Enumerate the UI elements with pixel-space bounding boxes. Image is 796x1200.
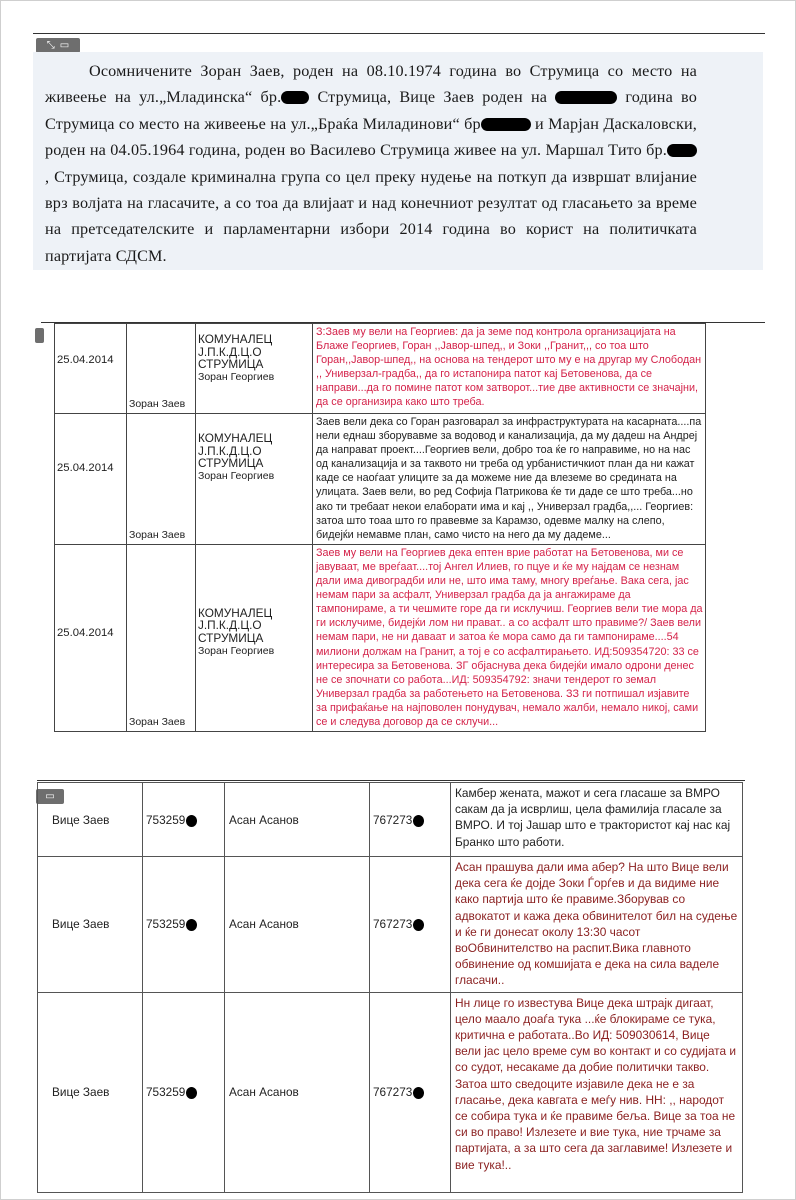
row-date: 25.04.2014	[57, 462, 114, 474]
callee-name: Асан Асанов	[229, 812, 299, 827]
section-divider	[33, 33, 765, 34]
row-date-cell	[55, 324, 127, 414]
intercept-table-2	[37, 782, 743, 1193]
row-speaker: Зоран Заев	[129, 398, 186, 410]
redaction-mark	[413, 919, 424, 931]
organization-line: Зоран Георгиев	[198, 370, 275, 383]
paragraph-text: Осомничените Зоран Заев, роден на 08.10.1974 година во Струмица со место на живеење на ул.„Младинска“ бр.	[45, 62, 697, 107]
image-toolbar[interactable]	[36, 38, 80, 53]
row-date: 25.04.2014	[57, 354, 114, 366]
row-speaker-cell	[127, 414, 196, 545]
redaction-mark	[186, 815, 197, 827]
caller-number: 753259	[146, 917, 186, 932]
intercept-table-1	[54, 323, 706, 732]
section-divider	[37, 780, 745, 781]
callee-number: 767273	[373, 917, 413, 932]
callee-name-cell	[225, 783, 370, 857]
caller-name-cell	[38, 992, 143, 1192]
callee-number-cell	[370, 783, 451, 857]
organization-line: Ј.П.К.Д.Ц.О	[198, 443, 262, 458]
tab-icon[interactable]: ▭	[45, 791, 55, 802]
paragraph-text: и Марјан Даскаловски, роден на 04.05.1964 година, роден во Василево Струмица живее на ул. Маршал Тито бр.	[45, 114, 697, 160]
callee-name-cell	[225, 857, 370, 993]
row-speaker: Зоран Заев	[129, 528, 186, 541]
call-row	[38, 857, 743, 993]
redaction-mark	[413, 815, 424, 827]
row-transcript: Заев вели дека со Горан разговарал за инфраструктурата на касарната....па нели еднаш зборувавме за водовод и канализација, да му дадеш на Андреј да направат проект....Георгиев вели, добро тоа ќе го направиме, но на нас од канализација и за таквото ни треба од урбанистичкиот план да ни кажат каде се наоѓаат улиците за да можеме ние да влеземе во средината на улицата. Заев вели, во ред Софија Патрикова ќе ти даде се што треба...но ако ти требаат некои елаборати има и кај ,, Универзал градба,,... Георгиев: затоа што тоаа што го правевме за Карамзо, одевме малку на слепо, бидејќи немавме план, само чисто на него да му дадеме...	[313, 414, 706, 545]
caller-name: Вице Заев	[52, 917, 110, 932]
redaction-mark	[413, 1087, 424, 1099]
row-organization-cell	[196, 324, 313, 414]
call-transcript: Камбер жената, мажот и сега гласаше за ВМРО сакам да ја исврлиш, цела фамилија гласале за ВМРО. И тој Јашар што е трактористот кај нас кај Бранко што работи.	[451, 783, 743, 857]
caller-number-cell	[143, 857, 225, 993]
redaction-mark	[281, 91, 309, 104]
caller-name-cell	[38, 857, 143, 993]
callee-name-cell	[225, 992, 370, 1192]
organization-line: Ј.П.К.Д.Ц.О	[198, 618, 262, 633]
image-toolbar[interactable]	[35, 328, 44, 343]
row-speaker: Зоран Заев	[129, 716, 186, 729]
organization-line: КОМУНАЛЕЦ	[198, 332, 273, 346]
row-speaker-cell	[127, 544, 196, 731]
call-row	[38, 783, 743, 857]
row-transcript: З:Заев му вели на Георгиев: да ја земе под контрола организацијата на Блаже Георгиев, Горан ,,Јавор-шпед,, и Зоки ,,Гранит,,, со тоа што Горан,,Јавор-шпед,, на основа на тендерот што му е на другар му Слободан ,, Универзал-градба,, да го истапонира патот кај Бетовенова, да се направи...да го помине патот ком затворот...тие две активности се значајни, да се организира како што треба.	[313, 324, 706, 414]
organization-line: СТРУМИЦА	[198, 357, 264, 372]
tab-icon[interactable]: ▭	[59, 40, 70, 51]
caller-number: 753259	[146, 1085, 186, 1100]
callee-number: 767273	[373, 812, 413, 827]
callee-number: 767273	[373, 1085, 413, 1100]
paragraph-text: Струмица, Вице Заев роден на	[309, 88, 556, 107]
organization-line: КОМУНАЛЕЦ	[198, 431, 273, 445]
row-organization-cell	[196, 414, 313, 545]
expand-icon[interactable]: ⤡	[46, 40, 55, 51]
organization-line: СТРУМИЦА	[198, 456, 264, 471]
row-date-cell	[55, 544, 127, 731]
callee-name: Асан Асанов	[229, 1085, 299, 1100]
row-date-cell	[55, 414, 127, 545]
intercept-row	[55, 414, 706, 545]
callee-name: Асан Асанов	[229, 917, 299, 932]
intercept-row	[55, 544, 706, 731]
organization-line: СТРУМИЦА	[198, 631, 264, 646]
caller-name-cell	[38, 783, 143, 857]
call-transcript: Нн лице го известува Вице дека штрајк дигаат, цело маало доаѓа тука ...ќе блокираме се тука, критична е работата..Во ИД: 509030614, Вице вели јас цело време сум во контакт и со судијата и со судот, несакаме да добие политички такво. Затоа што сведоците изјавиле дека не е за гласање, дека кавгата е меѓу нив. НН: ,, народот се собира тука и ќе правиме беља. Вице за тоа не си во право! Излезете и вие тука, ние трчаме за партијата, а за што сега да заглавиме! Излезете и вие тука!..	[451, 992, 743, 1192]
callee-number-cell	[370, 857, 451, 993]
indictment-paragraph	[45, 58, 697, 269]
row-organization-cell	[196, 544, 313, 731]
intercept-row	[55, 324, 706, 414]
organization-line: Ј.П.К.Д.Ц.О	[198, 344, 262, 359]
row-speaker-cell	[127, 324, 196, 414]
organization-line: Зоран Георгиев	[198, 644, 275, 657]
organization-line: КОМУНАЛЕЦ	[198, 605, 273, 620]
caller-name: Вице Заев	[52, 1085, 110, 1100]
redaction-mark	[186, 919, 197, 931]
caller-number-cell	[143, 783, 225, 857]
caller-number: 753259	[146, 812, 186, 827]
paragraph-text: година во Струмица со место на живеење на ул.„Браќа Миладинови“ бр	[45, 88, 697, 133]
redaction-mark	[481, 118, 531, 131]
paragraph-text: , Струмица, создале криминална група со цел преку нудење на поткуп да извршат влијание врз волјата на гласачите, а со тоа да влијаат и над конечниот резултат од гласањето за време на претседателските и парламентарни избори 2014 година во корист на политичката партијата СДСМ.	[45, 167, 697, 265]
redaction-mark	[667, 144, 697, 157]
caller-name: Вице Заев	[52, 812, 110, 827]
row-date: 25.04.2014	[57, 626, 114, 639]
redaction-mark	[555, 91, 617, 104]
organization-line: Зоран Георгиев	[198, 469, 275, 482]
call-row	[38, 992, 743, 1192]
caller-number-cell	[143, 992, 225, 1192]
redaction-mark	[186, 1087, 197, 1099]
callee-number-cell	[370, 992, 451, 1192]
call-transcript: Асан прашува дали има абер? На што Вице вели дека сега ќе дојде Зоки Ѓорѓев и да видиме ние како партија што ќе правиме.Зборував со адвокатот и кажа дека обвинителот бил на судење и ќе ги донесат околу 13:30 часот воОбвинителство на распит.Вика главното обвинение од комшијата е дека на сила ваделе гласачи..	[451, 857, 743, 993]
row-transcript: Заев му вели на Георгиев дека ептен врие работат на Бетовенова, ми се јавуваат, ме вреѓаат....тој Ангел Илиев, го пцуе и ќе му најдам се незнам дали има дивоградби или не, што има таму, многу вреѓање. Вака сега, јас немам пари за асфалт, Универзал градба да ја ангажираме да тампонираме, а ти чешмите горе да ги исклучиш. Георгиев вели тие мора да ги исклучиме, бидејќи лом ни прават.. а со асфалт што правиме?/ Заев вели немам пари, не ни даваат и затоа ќе мора само да ги тампонираме....54 милиони должам на Гранит, а тој е со асфалтирањето. ИД:509354720: 33 се интересира за Бетовенова. ЗГ објаснува дека бидејќи имало одрони денес не се зпочнати со работа...ИД: 509354792: значи тендерот го земал Универзал градба за работењето на Бетовенова. ЗЗ ги потпишал изјавите за прифаќање на најповолен понудувач, немало жалби, немало никој, сами се и следува договор да се склучи...	[313, 544, 706, 731]
